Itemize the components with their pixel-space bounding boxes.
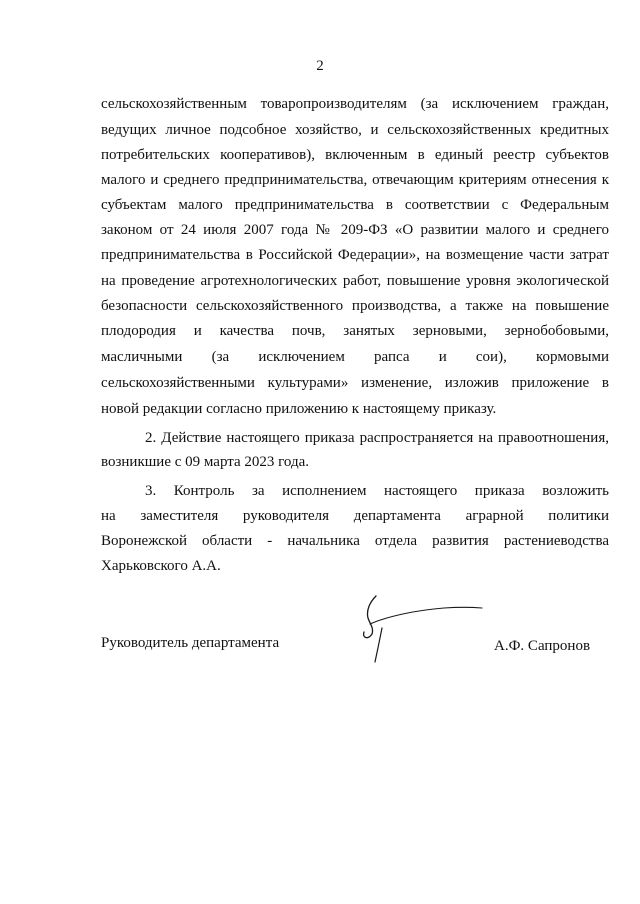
text-line: законом от 24 июля 2007 года № 209-ФЗ «О развитии малого и среднего xyxy=(101,222,609,238)
text-line: масличными (за исключением рапса и сои), кормовыми xyxy=(101,349,609,365)
text-line: на заместителя руководителя департамента аграрной политики xyxy=(101,508,609,524)
text-line: потребительских кооперативов), включенным в единый реестр субъектов xyxy=(101,147,609,163)
text-line: на проведение агротехнологических работ, повышение уровня экологической xyxy=(101,273,609,289)
text-line: субъектам малого предпринимательства в соответствии с Федеральным xyxy=(101,197,609,213)
text-line: новой редакции согласно приложению к настоящему приказу. xyxy=(101,401,497,417)
text-line: ведущих личное подсобное хозяйство, и сельскохозяйственных кредитных xyxy=(101,122,609,138)
text-line: плодородия и качества почв, занятых зерновыми, зернобобовыми, xyxy=(101,323,609,339)
text-line: возникшие с 09 марта 2023 года. xyxy=(101,454,310,470)
text-line: Воронежской области - начальника отдела развития растениеводства xyxy=(101,533,609,549)
text-line: безопасности сельскохозяйственного производства, а также на повышение xyxy=(101,298,609,314)
text-line: сельскохозяйственным товаропроизводителям (за исключением граждан, xyxy=(101,96,609,112)
page-number: 2 xyxy=(316,58,324,74)
handwritten-signature xyxy=(348,588,488,668)
text-line: Харьковского А.А. xyxy=(101,558,221,574)
text-line: малого и среднего предпринимательства, отвечающим критериям отнесения к xyxy=(101,172,609,188)
signatory-name: А.Ф. Сапронов xyxy=(494,638,591,654)
text-line: 2. Действие настоящего приказа распространяется на правоотношения, xyxy=(145,430,609,446)
text-line: сельскохозяйственными культурами» изменение, изложив приложение в xyxy=(101,375,609,391)
text-line: 3. Контроль за исполнением настоящего приказа возложить xyxy=(145,483,609,499)
text-line: предпринимательства в Российской Федерации», на возмещение части затрат xyxy=(101,247,609,263)
signatory-title: Руководитель департамента xyxy=(101,635,280,651)
